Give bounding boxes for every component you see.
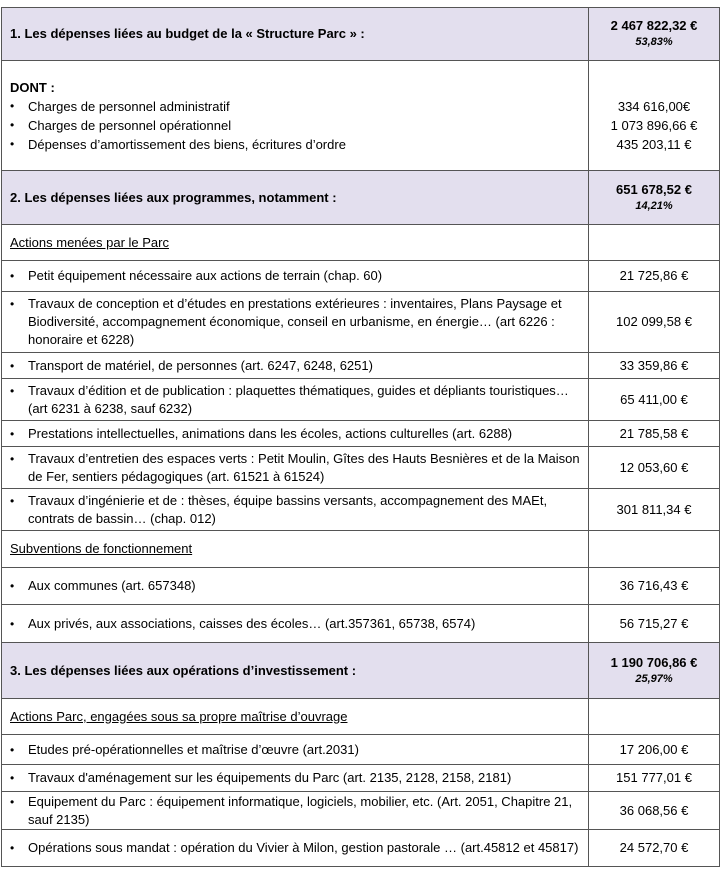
bullet-icon: • (10, 794, 15, 809)
bullet-icon: • (10, 771, 15, 785)
bullet-icon: • (10, 118, 15, 132)
bullet-icon: • (10, 451, 15, 466)
bullet-icon: • (10, 99, 15, 113)
amount-value: 334 616,00€ (617, 98, 691, 114)
list-item: • Charges de personnel administratif (10, 99, 230, 114)
section-1-title: 1. Les dépenses liées au budget de la « Structure Parc » : (2, 8, 589, 61)
dont-list (2, 61, 589, 171)
bullet-icon: • (10, 137, 15, 151)
table-row: • Aux communes (art. 657348) 36 716,43 € (2, 568, 720, 605)
table-row: • Transport de matériel, de personnes (art. 6247, 6248, 6251) 33 359,86 € (2, 353, 720, 379)
dont-amounts (589, 61, 720, 171)
dont-label: DONT : (10, 80, 55, 95)
bullet-icon: • (10, 579, 15, 593)
section-3-title: 3. Les dépenses liées aux opérations d’investissement : (2, 643, 589, 699)
subheading-row (2, 699, 720, 735)
section-2-header (2, 171, 720, 225)
section-1-percent: 53,83% (635, 36, 673, 48)
table-row: • Aux privés, aux associations, caisses des écoles… (art.357361, 65738, 6574) 56 715,27 € (2, 605, 720, 643)
table-row: • Travaux d’entretien des espaces verts : Petit Moulin, Gîtes des Hauts Besnières et de la Maison de Fer, sentiers pédagogiques (art. 61521 à 61524) 12 053,60 € (2, 447, 720, 489)
amount-value: 435 203,11 € (616, 136, 692, 152)
table-row: • Prestations intellectuelles, animations dans les écoles, actions culturelles (art. 6288) 21 785,58 € (2, 421, 720, 447)
subheading-subventions: Subventions de fonctionnement (10, 541, 193, 556)
bullet-icon: • (10, 493, 15, 508)
bullet-icon: • (10, 616, 15, 631)
section-2-title: 2. Les dépenses liées aux programmes, notamment : (2, 171, 589, 225)
dont-row (2, 61, 720, 171)
table-row: • Travaux d’ingénierie et de : thèses, équipe bassins versants, accompagnement des MAEt, contrats de bassin… (chap. 012) 301 811,34 € (2, 489, 720, 531)
list-item: • Dépenses d’amortissement des biens, écritures d’ordre (10, 137, 346, 152)
section-3-total (589, 643, 720, 699)
bullet-icon: • (10, 269, 15, 283)
table-row: • Travaux de conception et d’études en prestations extérieures : inventaires, Plans Paysage et Biodiversité, accompagnement économique, conseil en urbanisme, en énergie… (art 6226 : honoraire et 6228) 102 099,58 € (2, 292, 720, 353)
bullet-icon: • (10, 841, 15, 855)
table-row: • Travaux d'aménagement sur les équipements du Parc (art. 2135, 2128, 2158, 2181) 151 777,01 € (2, 765, 720, 792)
section-3-amount: 1 190 706,86 € (610, 654, 698, 670)
bullet-icon: • (10, 297, 15, 311)
subheading-actions-investissement: Actions Parc, engagées sous sa propre maîtrise d’ouvrage (10, 708, 348, 724)
section-1-header (2, 8, 720, 61)
table-row: • Opérations sous mandat : opération du Vivier à Milon, gestion pastorale … (art.45812 et 45817) 24 572,70 € (2, 830, 720, 867)
list-item: • Charges de personnel opérationnel (10, 118, 232, 133)
bullet-icon: • (10, 383, 15, 398)
amount-value: 1 073 896,66 € (610, 117, 698, 133)
section-2-percent: 14,21% (635, 199, 673, 212)
table-row: • Travaux d’édition et de publication : plaquettes thématiques, guides et dépliants touristiques… (art 6231 à 6238, sauf 6232) 65 411,00 € (2, 379, 720, 421)
section-3-percent: 25,97% (635, 672, 673, 685)
subheading-row (2, 225, 720, 261)
subheading-actions-parc: Actions menées par le Parc (10, 234, 169, 250)
subheading-row (2, 531, 720, 568)
section-3-header (2, 643, 720, 699)
section-1-total (589, 8, 720, 61)
section-2-amount: 651 678,52 € (616, 181, 692, 197)
bullet-icon: • (10, 742, 15, 757)
bullet-icon: • (10, 426, 15, 441)
budget-table (1, 7, 720, 867)
section-2-total (589, 171, 720, 225)
table-row: • Equipement du Parc : équipement informatique, logiciels, mobilier, etc. (Art. 2051, Chapitre 21, sauf 2135) 36 068,56 € (2, 792, 720, 830)
table-row: • Etudes pré-opérationnelles et maîtrise d’œuvre (art.2031) 17 206,00 € (2, 735, 720, 765)
table-row: • Petit équipement nécessaire aux actions de terrain (chap. 60) 21 725,86 € (2, 261, 720, 292)
bullet-icon: • (10, 358, 15, 373)
section-1-amount: 2 467 822,32 € (610, 18, 698, 33)
